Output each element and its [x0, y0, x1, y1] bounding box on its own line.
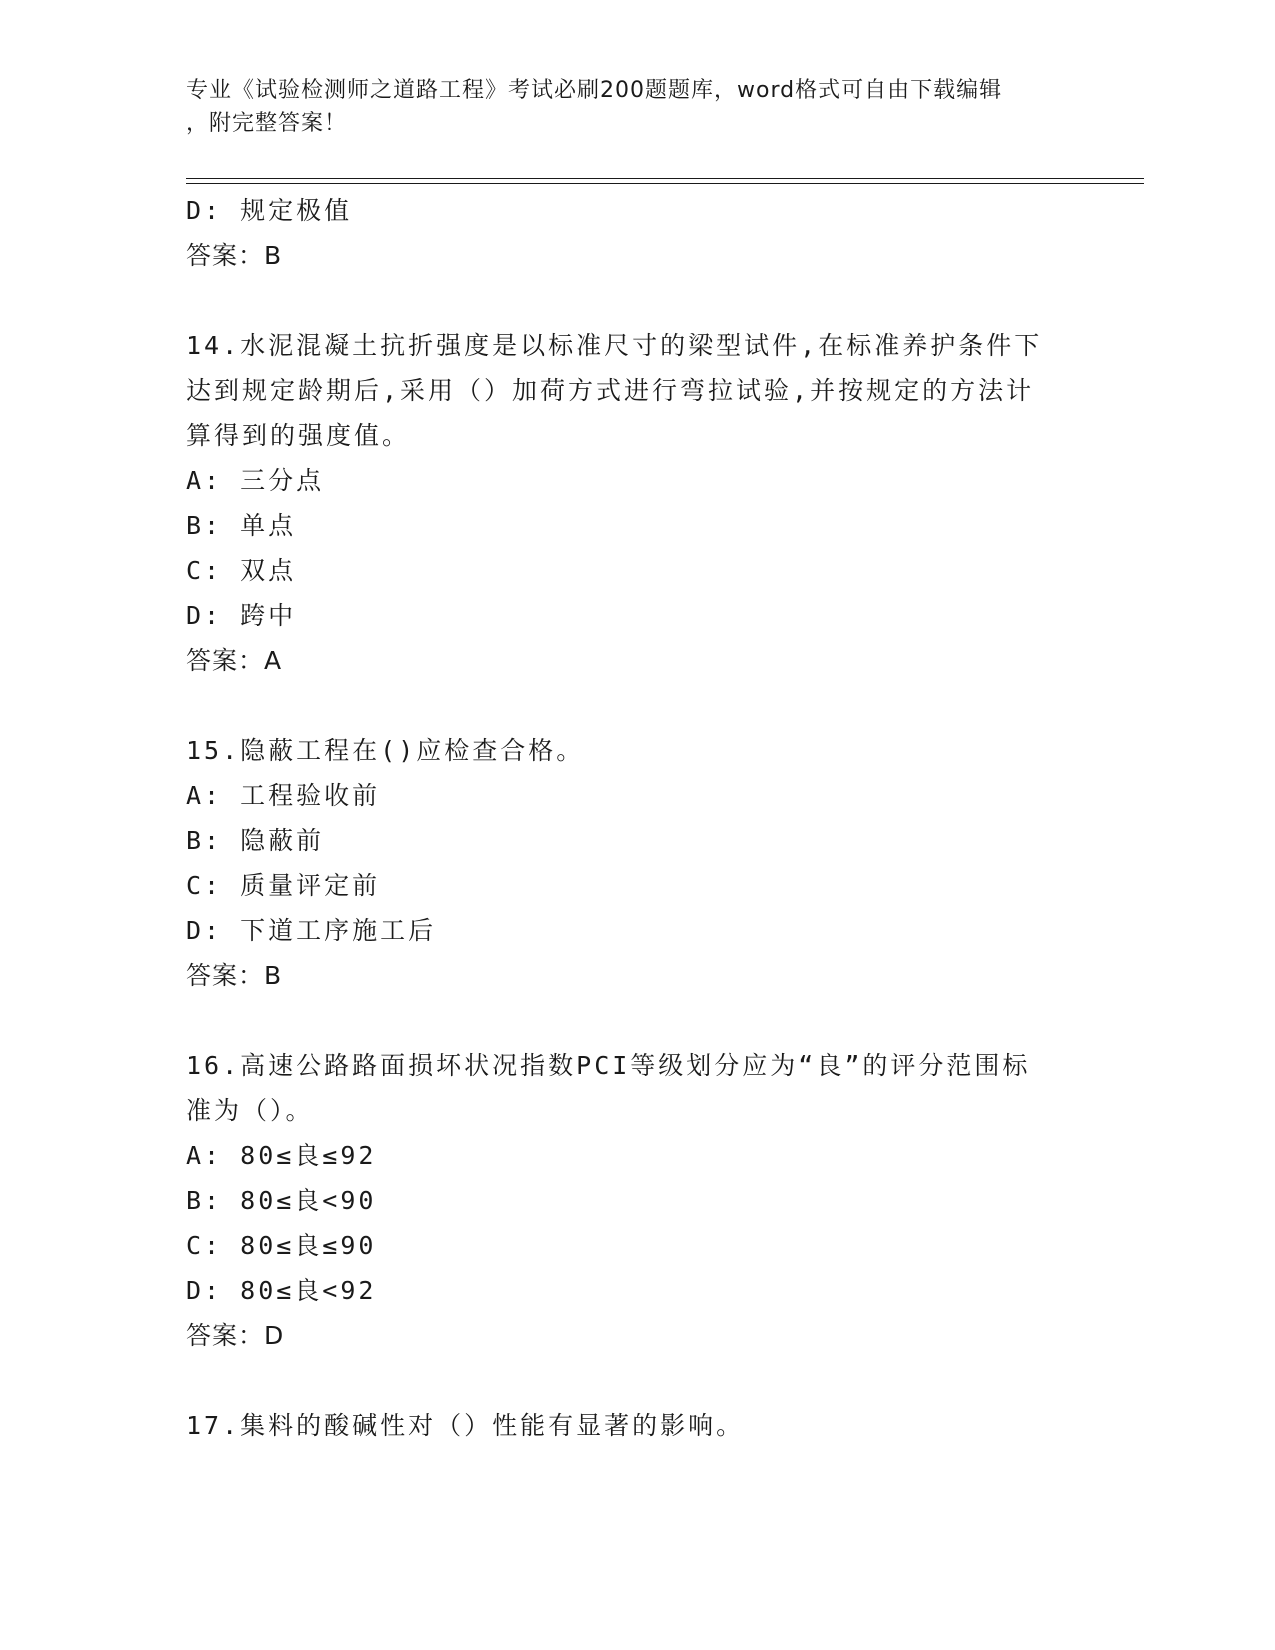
- spacer: [186, 1358, 1086, 1403]
- option-c: C: 质量评定前: [186, 871, 381, 900]
- prev-answer: 答案：B: [186, 241, 283, 270]
- question-15: [186, 728, 1086, 998]
- spacer: [186, 278, 1086, 323]
- header-divider-top: [186, 178, 1144, 179]
- header-divider-bottom: [186, 183, 1144, 184]
- spacer: [186, 683, 1086, 728]
- header-line-2: ，附完整答案！: [186, 111, 348, 136]
- question-stem-line: 16.高速公路路面损坏状况指数PCI等级划分应为“良”的评分范围标: [186, 1051, 1031, 1080]
- option-c: C: 双点: [186, 556, 297, 585]
- question-16: [186, 1043, 1086, 1358]
- prev-option-d: D: 规定极值: [186, 196, 353, 225]
- option-d: D: 跨中: [186, 601, 297, 630]
- option-c: C: 80≤良≤90: [186, 1231, 377, 1260]
- option-b: B: 隐蔽前: [186, 826, 325, 855]
- document-body: [186, 188, 1086, 1448]
- question-stem-line: 14.水泥混凝土抗折强度是以标准尺寸的梁型试件,在标准养护条件下: [186, 331, 1043, 360]
- option-a: A: 工程验收前: [186, 781, 381, 810]
- answer: 答案：B: [186, 961, 283, 990]
- option-a: A: 三分点: [186, 466, 325, 495]
- option-b: B: 单点: [186, 511, 297, 540]
- option-b: B: 80≤良<90: [186, 1186, 377, 1215]
- question-stem-line: 17.集料的酸碱性对（）性能有显著的影响。: [186, 1411, 745, 1440]
- spacer: [186, 998, 1086, 1043]
- header-line-1: 专业《试验检测师之道路工程》考试必刷200题题库，word格式可自由下载编辑: [186, 78, 1003, 103]
- answer: 答案：A: [186, 646, 283, 675]
- question-stem-line: 算得到的强度值。: [186, 421, 411, 450]
- question-stem-line: 15.隐蔽工程在()应检查合格。: [186, 736, 585, 765]
- option-d: D: 下道工序施工后: [186, 916, 437, 945]
- document-header: [186, 74, 1066, 140]
- question-stem-line: 准为（）。: [186, 1096, 314, 1125]
- answer: 答案：D: [186, 1321, 285, 1350]
- option-a: A: 80≤良≤92: [186, 1141, 377, 1170]
- option-d: D: 80≤良<92: [186, 1276, 377, 1305]
- question-14: [186, 323, 1086, 683]
- question-17: [186, 1403, 1086, 1448]
- question-stem-line: 达到规定龄期后,采用（）加荷方式进行弯拉试验,并按规定的方法计: [186, 376, 1035, 405]
